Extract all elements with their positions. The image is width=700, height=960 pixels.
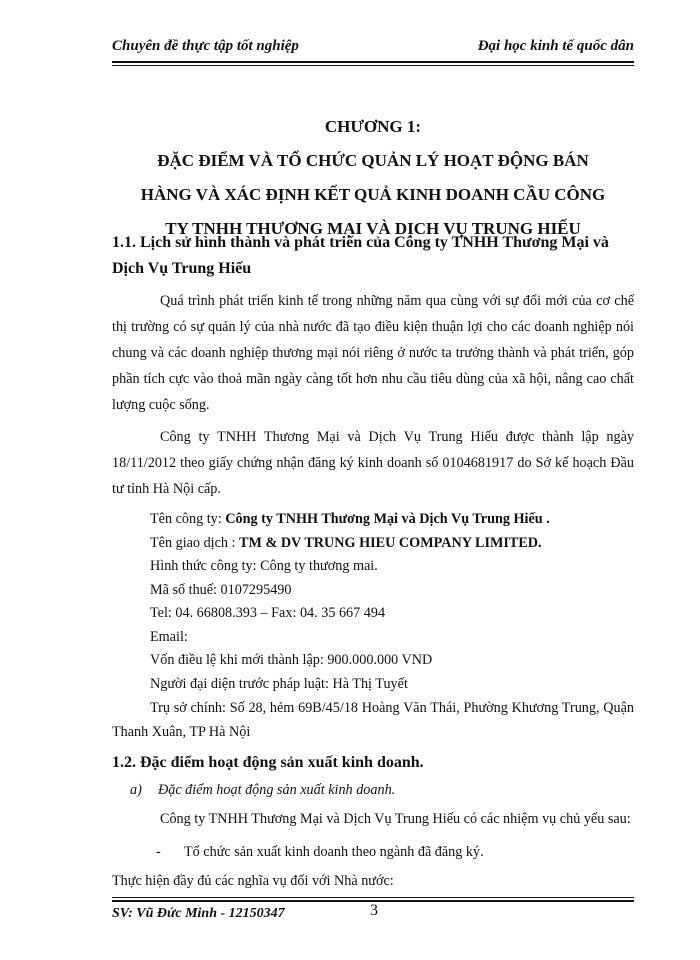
email-line: Email: — [150, 628, 188, 645]
company-name-value: Công ty TNHH Thương Mại và Dịch Vụ Trung Hiếu . — [225, 511, 550, 527]
header-right-text: Đại học kinh tế quốc dân — [477, 38, 634, 54]
paragraph-history: Quá trình phát triển kinh tế trong những năm qua cùng với sự đổi mới của cơ chế thị trường có sự quản lý của nhà nước đã tạo điều kiện thuận lợi cho các doanh nghiệp nói chung và các doanh nghiệp thương mại nói riêng ở nước ta trưởng thành và phát triển, góp phần tích cực vào thoả mãn ngày càng tốt hơn nhu cầu tiêu dùng của xã hội, nâng cao chất lượng cuộc sống. — [112, 293, 634, 413]
company-name-label: Tên công ty: — [150, 511, 226, 527]
subsection-a-number: a) — [130, 782, 142, 798]
bullet-dash: - — [156, 844, 161, 860]
paragraph-duties: Công ty TNHH Thương Mại và Dịch Vụ Trung Hiếu có các nhiệm vụ chủ yếu sau: — [160, 811, 631, 827]
header-left-text: Chuyên đề thực tập tốt nghiệp — [112, 38, 299, 54]
footer-rule-thin — [112, 897, 634, 898]
page-header — [112, 34, 634, 60]
paragraph-obligations: Thực hiện đầy đủ các nghĩa vụ đối với Nhà nước: — [112, 873, 394, 889]
chapter-title-block — [112, 110, 634, 246]
header-rule-thin — [112, 65, 634, 66]
header-rule — [112, 61, 634, 63]
page-body — [112, 230, 634, 894]
chapter-title-line-2: HÀNG VÀ XÁC ĐỊNH KẾT QUẢ KINH DOANH CẦU CÔNG — [140, 185, 606, 204]
footer-author: SV: Vũ Đức Minh - 12150347 — [112, 906, 285, 921]
representative-line: Người đại diện trước pháp luật: Hà Thị Tuyết — [150, 675, 408, 692]
chapter-number: CHƯƠNG 1: — [324, 117, 422, 136]
paragraph-founding: Công ty TNHH Thương Mại và Dịch Vụ Trung Hiếu được thành lập ngày 18/11/2012 theo giấy chứng nhận đăng ký kinh doanh số 0104681917 do Sở kế hoạch Đầu tư tỉnh Hà Nội cấp. — [112, 429, 634, 497]
bullet-item — [112, 838, 634, 866]
trade-name-label: Tên giao dịch : — [150, 534, 240, 551]
trade-name-value: TM & DV TRUNG HIEU COMPANY LIMITED. — [239, 534, 542, 551]
headquarters-line: Trụ sở chính: Số 28, hẻm 69B/45/18 Hoàng Văn Thái, Phường Khương Trung, Quận Thanh Xuân, TP Hà Nội — [112, 700, 634, 740]
chapter-title-line-1: ĐẶC ĐIỂM VÀ TỔ CHỨC QUẢN LÝ HOẠT ĐỘNG BÁN — [157, 151, 589, 170]
page-number: 3 — [370, 902, 378, 919]
subsection-a-title: Đặc điểm hoạt động sản xuất kinh doanh. — [158, 782, 396, 798]
subsection-a — [112, 776, 634, 804]
trade-name-line — [112, 532, 634, 556]
section-1-2-heading: 1.2. Đặc điểm hoạt động sản xuất kinh doanh. — [112, 754, 424, 771]
company-name-line — [112, 508, 634, 532]
tax-code-line: Mã số thuế: 0107295490 — [150, 581, 292, 598]
section-1-1-heading: 1.1. Lịch sử hình thành và phát triển của Công ty TNHH Thương Mại và Dịch Vụ Trung Hiếu — [112, 234, 609, 277]
bullet-text: Tổ chức sản xuất kinh doanh theo ngành đã đăng ký. — [184, 844, 484, 860]
company-form-line: Hình thức công ty: Công ty thương mai. — [150, 558, 378, 574]
phone-fax-line: Tel: 04. 66808.393 – Fax: 04. 35 667 494 — [150, 605, 386, 621]
capital-line: Vốn điều lệ khi mới thành lập: 900.000.000 VND — [150, 652, 433, 668]
chapter-title-line-3: TY TNHH THƯƠNG MẠI VÀ DỊCH VỤ TRUNG HIẾU — [165, 219, 581, 238]
